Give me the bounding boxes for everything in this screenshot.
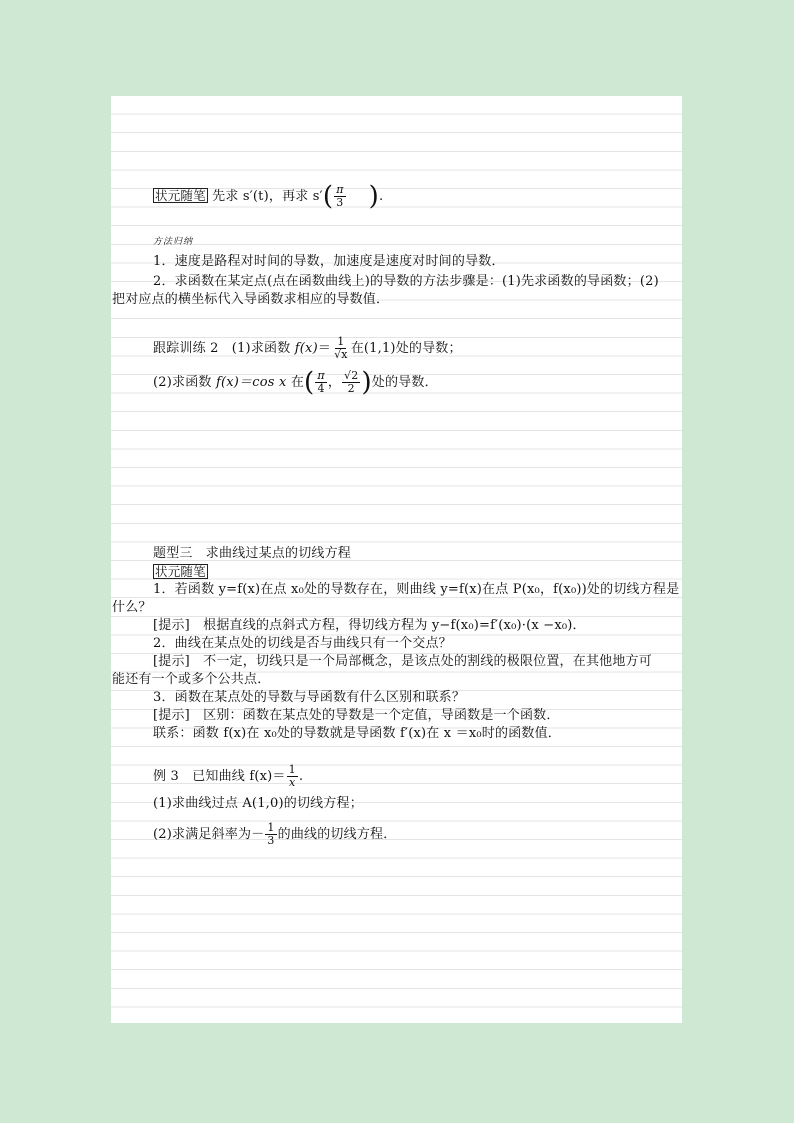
question-1: 1．若函数 y=f(x)在点 x₀处的导数存在，则曲线 y=f(x)在点 P(x₀，f(x₀))处的切线方程是 [153, 582, 680, 597]
fraction-sqrt2-2: $\frac{√2}{2}$ [344, 369, 359, 395]
fraction-pi-3: $\frac{\pi}{3}$ [336, 183, 344, 209]
scholar-note-tag-2: 状元随笔 [155, 564, 206, 579]
method-point-2: 2．求函数在某定点(点在函数曲线上)的导数的方法步骤是：(1)先求函数的导函数；(2) [153, 274, 659, 289]
connection-line: 联系：函数 f(x)在 x₀处的导数就是导函数 f′(x)在 x ＝x₀时的函数值． [153, 726, 562, 741]
fraction-1-3: $\frac{1}{3}$ [267, 821, 275, 847]
fraction-pi-4: $\frac{\pi}{4}$ [317, 369, 325, 395]
example-3-part-1: (1)求曲线过点 A(1,0)的切线方程； [153, 796, 363, 811]
fraction-1-sqrtx: $\frac{1}{√x}$ [334, 335, 348, 361]
scholar-note-tag: 状元随笔 [155, 188, 206, 203]
method-summary-heading: 方法归纳 [153, 237, 194, 247]
example-3-part-2: (2)求满足斜率为－ $\frac{1}{3}$ 的曲线的切线方程． [153, 821, 397, 847]
method-point-2-cont: 把对应点的横坐标代入导函数求相应的导数值． [112, 292, 390, 307]
example-3: 例 3 已知曲线 f(x)＝ $\frac{1}{x}$ . [153, 763, 304, 789]
document-page [111, 96, 682, 1023]
section-title-type3: 题型三 求曲线过某点的切线方程 [153, 546, 352, 561]
training-2-part-1: 跟踪训练 2 (1)求函数 f(x)＝ $\frac{1}{√x}$ 在(1,1)处的导数； [153, 335, 462, 361]
training-2-part-2: (2)求函数 f(x)＝cos x 在( $\frac{\pi}{4}$ ， $\frac{√2}{2}$ )处的导数． [153, 367, 438, 398]
fraction-1-x: $\frac{1}{x}$ [288, 763, 296, 789]
question-1-cont: 什么？ [112, 600, 152, 615]
question-2: 2．曲线在某点处的切线是否与曲线只有一个交点？ [153, 636, 452, 651]
method-point-1: 1．速度是路程对时间的导数，加速度是速度对时间的导数． [153, 254, 505, 269]
hint-line: 状元随笔 先求 s′(t)，再求 s′( $\frac{\pi}{3}$ ). [155, 181, 384, 212]
hint-2-cont: 能还有一个或多个公共点． [112, 672, 271, 687]
question-3: 3．函数在某点处的导数与导函数有什么区别和联系？ [153, 690, 466, 705]
hint-1: [提示] 根据直线的点斜式方程，得切线方程为 y−f(x₀)=f′(x₀)·(x −x₀)． [153, 618, 586, 633]
hint-2: [提示] 不一定，切线只是一个局部概念，是该点处的割线的极限位置，在其他地方可 [153, 654, 652, 669]
hint-3: [提示] 区别：函数在某点处的导数是一个定值，导函数是一个函数． [153, 708, 560, 723]
